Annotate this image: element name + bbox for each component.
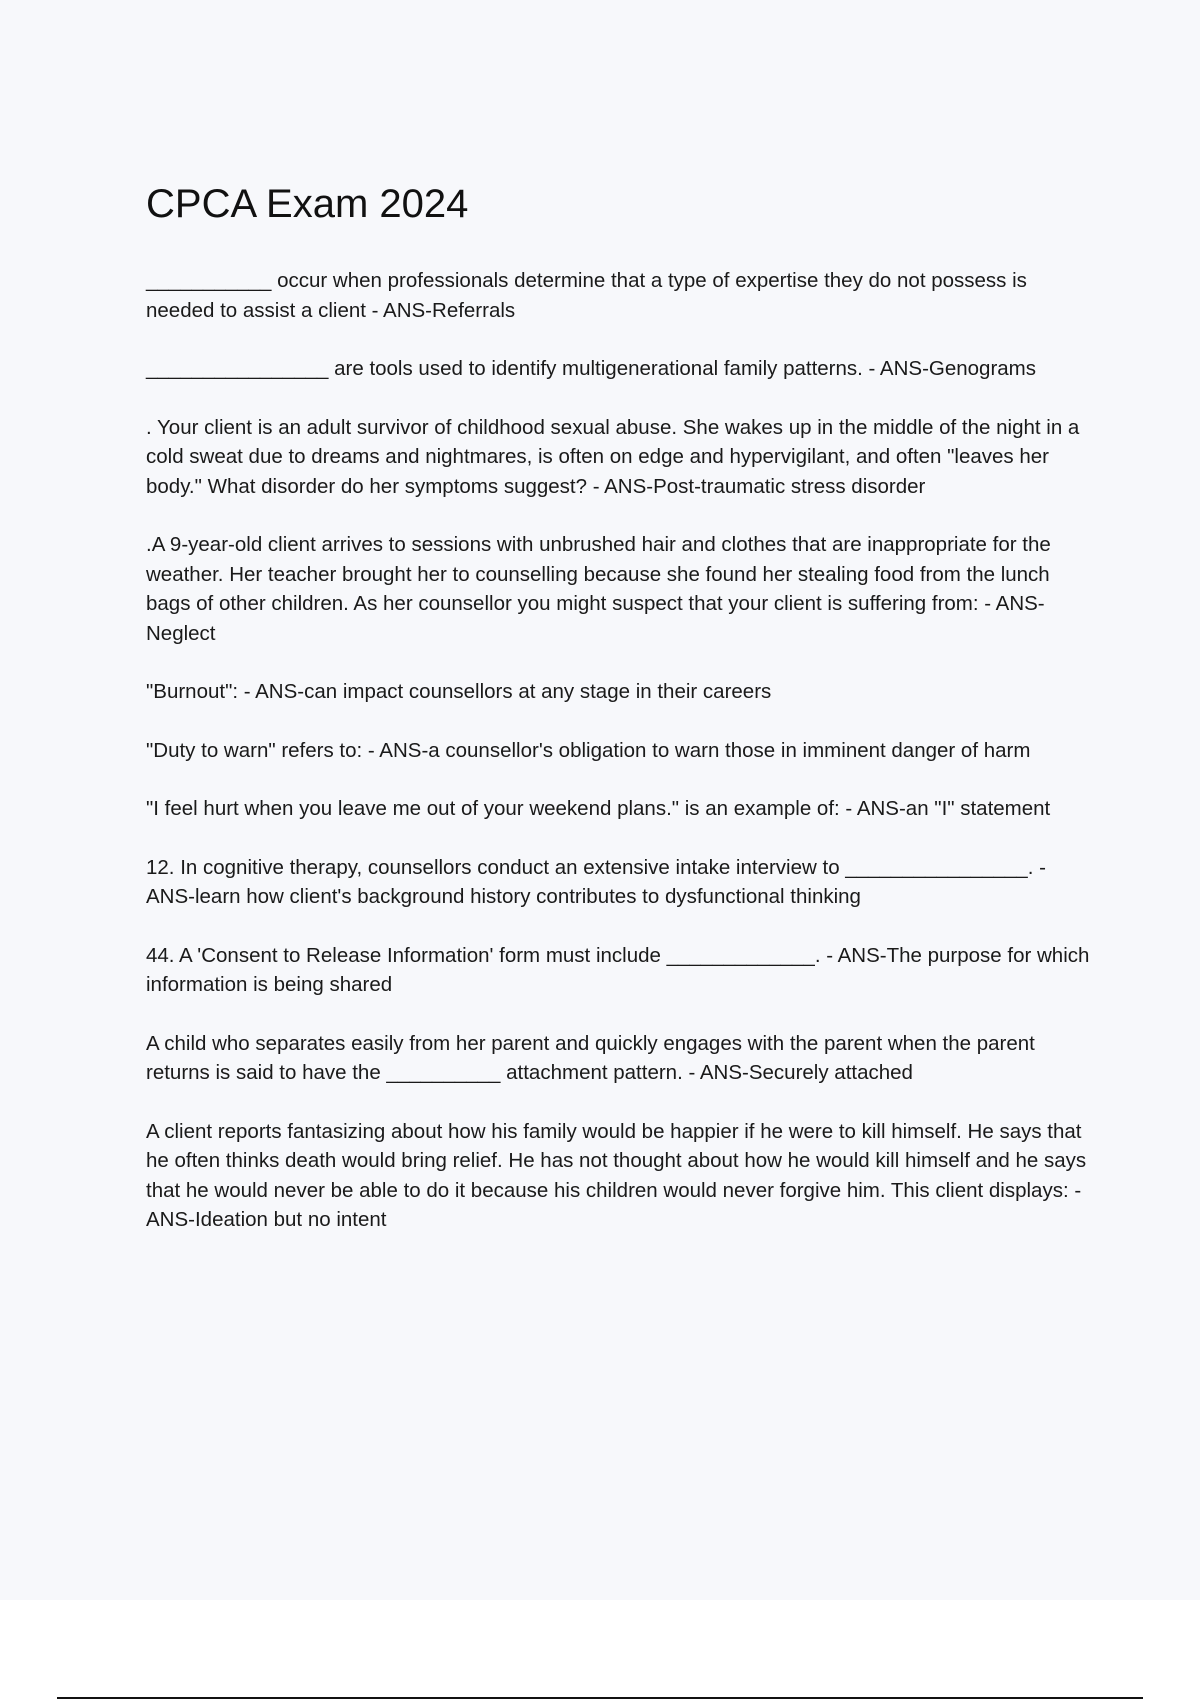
page-title: CPCA Exam 2024 (146, 182, 469, 226)
document-content (146, 180, 1096, 1264)
qa-item: ___________ occur when professionals determine that a type of expertise they do not possess is needed to assist a client - ANS-Referrals (146, 269, 1027, 322)
qa-item: .A 9-year-old client arrives to sessions with unbrushed hair and clothes that are inappropriate for the weather. Her teacher brought her to counselling because she found her stealing food from the lunch bags of other children. As her counsellor you might suspect that your client is suffering from: - ANS-Neglect (146, 533, 1051, 645)
qa-item: . Your client is an adult survivor of childhood sexual abuse. She wakes up in the middle of the night in a cold sweat due to dreams and nightmares, is often on edge and hypervigilant, and often "leaves her body." What disorder do her symptoms suggest? - ANS-Post-traumatic stress disorder (146, 415, 1080, 498)
qa-item: ________________ are tools used to identify multigenerational family patterns. - ANS-Genograms (146, 357, 1037, 380)
qa-item: "Burnout": - ANS-can impact counsellors at any stage in their careers (146, 680, 772, 703)
qa-item: A client reports fantasizing about how his family would be happier if he were to kill himself. He says that he often thinks death would bring relief. He has not thought about how he would kill himself and he says that he would never be able to do it because his children would never forgive him. This client displays: - ANS-Ideation but no intent (146, 1119, 1087, 1231)
qa-item: "Duty to warn" refers to: - ANS-a counsellor's obligation to warn those in imminent danger of harm (146, 738, 1031, 762)
qa-item: 12. In cognitive therapy, counsellors conduct an extensive intake interview to ________________. - ANS-learn how client's background history contributes to dysfunctional thinking (146, 855, 1046, 908)
qa-item: "I feel hurt when you leave me out of your weekend plans." is an example of: - ANS-an "I" statement (146, 797, 1051, 820)
qa-item: 44. A 'Consent to Release Information' form must include _____________. - ANS-The purpose for which information is being shared (146, 943, 1090, 996)
qa-item: A child who separates easily from her parent and quickly engages with the parent when the parent returns is said to have the __________ attachment pattern. - ANS-Securely attached (146, 1031, 1035, 1084)
footer-divider (57, 1697, 1143, 1699)
